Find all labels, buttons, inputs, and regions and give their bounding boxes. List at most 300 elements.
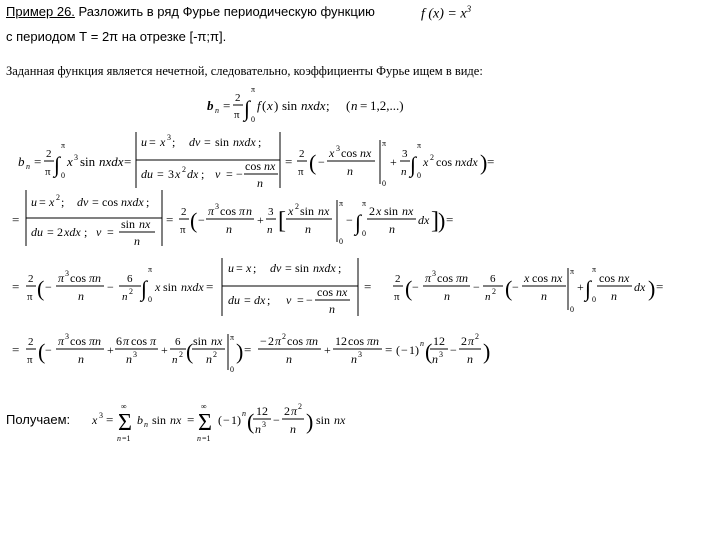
svg-text:3: 3 <box>358 350 362 359</box>
svg-text:cos: cos <box>245 159 261 173</box>
svg-text:12: 12 <box>335 334 347 348</box>
formula-line-4 <box>12 332 490 374</box>
svg-text:−: − <box>107 280 114 294</box>
svg-text:u: u <box>228 261 234 275</box>
svg-text:=: = <box>236 261 243 275</box>
svg-text:sin: sin <box>295 261 310 275</box>
svg-text:2: 2 <box>235 92 241 104</box>
svg-text:π: π <box>251 85 256 94</box>
svg-text:sin: sin <box>316 413 331 427</box>
svg-text:nxdx: nxdx <box>99 154 124 169</box>
svg-text:;: ; <box>84 225 88 239</box>
svg-text:2: 2 <box>492 287 496 296</box>
svg-text:−: − <box>306 293 313 307</box>
svg-text:+: + <box>577 280 584 294</box>
svg-text:n: n <box>329 302 335 316</box>
svg-text:2: 2 <box>57 225 63 239</box>
svg-text:∫: ∫ <box>410 152 417 177</box>
svg-text:π: π <box>468 334 475 348</box>
svg-text:n: n <box>126 352 132 366</box>
svg-text:=: = <box>226 167 233 181</box>
svg-text:n: n <box>122 291 128 303</box>
svg-text:2: 2 <box>56 193 60 202</box>
svg-text:12: 12 <box>256 404 268 418</box>
svg-text:): ) <box>274 98 279 113</box>
svg-text:sin: sin <box>215 135 230 149</box>
svg-text:f: f <box>257 98 261 113</box>
svg-text:=: = <box>106 412 114 427</box>
svg-text:2: 2 <box>28 273 34 285</box>
svg-text:0: 0 <box>251 115 255 124</box>
svg-text:n: n <box>351 352 357 366</box>
svg-text:Σ: Σ <box>198 410 212 436</box>
svg-text:(: ( <box>218 413 222 427</box>
svg-text:2: 2 <box>28 336 34 348</box>
svg-text:nxdx: nxdx <box>181 280 204 294</box>
svg-text:(: ( <box>505 276 513 301</box>
svg-text:dx: dx <box>634 280 646 294</box>
formula-final-series <box>91 402 346 443</box>
svg-text:v: v <box>96 225 102 239</box>
svg-text:b: b <box>18 154 25 169</box>
svg-text:u: u <box>141 135 147 149</box>
svg-text:n: n <box>78 352 84 366</box>
svg-text:π: π <box>425 271 432 285</box>
svg-text:∫: ∫ <box>585 276 592 301</box>
svg-text:=: = <box>12 212 20 227</box>
svg-text:du: du <box>31 225 43 239</box>
svg-text:π: π <box>275 334 282 348</box>
svg-text:∫: ∫ <box>244 96 251 121</box>
svg-text:cos: cos <box>341 146 357 160</box>
svg-text:+: + <box>390 155 397 169</box>
svg-text:0: 0 <box>570 305 574 314</box>
svg-text:=: = <box>92 195 99 209</box>
svg-text:cos: cos <box>220 204 236 218</box>
svg-text:=: = <box>656 279 664 294</box>
svg-text:3: 3 <box>432 269 436 278</box>
svg-text:0: 0 <box>362 229 366 238</box>
svg-text:nx: nx <box>336 285 348 299</box>
svg-text:=1: =1 <box>202 434 211 443</box>
svg-text:;: ; <box>146 195 150 209</box>
svg-text:2: 2 <box>129 287 133 296</box>
svg-text:0: 0 <box>592 295 596 304</box>
svg-text:(: ( <box>190 208 198 233</box>
svg-text:π: π <box>27 291 33 303</box>
svg-text:−: − <box>318 155 325 169</box>
svg-text:n: n <box>117 434 121 443</box>
svg-text:=: = <box>360 98 368 113</box>
svg-text:sin: sin <box>152 413 167 427</box>
svg-text:πn: πn <box>89 271 102 285</box>
svg-text:+: + <box>161 343 168 357</box>
svg-text:): ) <box>237 413 241 427</box>
svg-text:(: ( <box>38 339 46 364</box>
svg-text:12: 12 <box>433 334 445 348</box>
svg-text:π: π <box>208 204 215 218</box>
svg-text:cos: cos <box>436 155 452 169</box>
svg-text:u: u <box>31 195 37 209</box>
svg-text:n: n <box>432 352 438 366</box>
svg-text:): ) <box>306 409 314 434</box>
svg-text:nx: nx <box>264 159 276 173</box>
svg-text:sin: sin <box>384 204 399 218</box>
svg-text:πn: πn <box>89 334 102 348</box>
svg-text:n: n <box>267 224 273 236</box>
svg-text:=: = <box>364 279 372 294</box>
svg-text:6: 6 <box>490 273 496 285</box>
svg-text:1,2,...): 1,2,...) <box>370 98 404 113</box>
svg-text:+: + <box>107 343 114 357</box>
svg-text:3: 3 <box>168 167 174 181</box>
svg-text:−: − <box>473 280 480 294</box>
svg-text:n: n <box>401 166 407 178</box>
svg-text:π: π <box>148 265 153 274</box>
svg-text:n: n <box>215 106 219 115</box>
svg-text:∫: ∫ <box>54 152 61 177</box>
svg-text:=: = <box>187 412 195 427</box>
svg-text:): ) <box>648 276 656 301</box>
svg-text:(: ( <box>309 150 317 175</box>
svg-text:πn: πn <box>306 334 319 348</box>
svg-text:Σ: Σ <box>118 410 132 436</box>
formula-line-3 <box>12 258 663 316</box>
svg-text:nx: nx <box>551 271 563 285</box>
svg-text:dx: dx <box>187 167 199 181</box>
svg-text:=: = <box>34 154 42 169</box>
formula-line-1 <box>18 132 494 190</box>
svg-text:n: n <box>172 354 178 366</box>
svg-text:3: 3 <box>336 144 340 153</box>
svg-text:3: 3 <box>99 411 103 420</box>
svg-text:=: = <box>124 154 132 169</box>
svg-text:+: + <box>324 343 331 357</box>
svg-text:π: π <box>45 166 51 178</box>
svg-text:−: − <box>346 213 353 227</box>
svg-text:=1: =1 <box>122 434 131 443</box>
svg-text:2: 2 <box>46 148 52 160</box>
svg-text:6: 6 <box>127 273 133 285</box>
svg-text:π: π <box>27 354 33 366</box>
task-text: Разложить в ряд Фурье периодическую функцию <box>74 4 375 19</box>
svg-text:=: = <box>244 342 252 357</box>
svg-text:(: ( <box>186 339 194 364</box>
svg-text:=: = <box>12 342 20 357</box>
svg-text:nx: nx <box>334 413 346 427</box>
svg-text:−: − <box>412 280 419 294</box>
svg-text:(: ( <box>405 276 413 301</box>
svg-text:2: 2 <box>179 350 183 359</box>
example-label: Пример 26. <box>6 4 75 19</box>
svg-text:1: 1 <box>231 413 237 427</box>
svg-text:−: − <box>45 343 52 357</box>
svg-text:2: 2 <box>430 153 434 162</box>
svg-text:π: π <box>239 204 246 218</box>
svg-text:): ) <box>415 343 419 357</box>
svg-text:x: x <box>267 98 273 113</box>
svg-text:n: n <box>467 352 473 366</box>
svg-text:3: 3 <box>65 332 69 341</box>
svg-text:0: 0 <box>230 365 234 374</box>
svg-text:x: x <box>288 204 294 218</box>
svg-text:=: = <box>157 167 164 181</box>
svg-text:π: π <box>291 404 298 418</box>
svg-text:;: ; <box>258 135 262 149</box>
svg-text:cos: cos <box>287 334 303 348</box>
svg-text:2: 2 <box>369 204 375 218</box>
svg-text:−: − <box>45 280 52 294</box>
conclusion-label: Получаем: <box>6 412 71 427</box>
svg-text:n: n <box>351 98 358 113</box>
svg-text:[: [ <box>278 208 286 234</box>
svg-text:xdx: xdx <box>64 225 81 239</box>
svg-text:n: n <box>290 422 296 436</box>
svg-text:2: 2 <box>295 202 299 211</box>
svg-text:−: − <box>198 213 205 227</box>
svg-text:n: n <box>26 162 30 171</box>
svg-text:π: π <box>230 333 235 342</box>
svg-text:=: = <box>297 293 304 307</box>
function-text: f (x) = x <box>421 6 467 22</box>
svg-text:x: x <box>376 204 382 218</box>
svg-text:−: − <box>236 167 243 181</box>
svg-text:dv: dv <box>270 261 282 275</box>
svg-text:∫: ∫ <box>141 276 148 301</box>
svg-text:;: ; <box>172 135 176 149</box>
svg-text:3: 3 <box>402 148 408 160</box>
svg-text:0: 0 <box>61 171 65 180</box>
svg-text:π: π <box>570 267 575 276</box>
svg-text:=: = <box>166 212 174 227</box>
svg-text:n: n <box>347 164 353 178</box>
svg-text:cos: cos <box>317 285 333 299</box>
svg-text:πn: πn <box>456 271 469 285</box>
svg-text:2: 2 <box>395 273 401 285</box>
svg-text:=: = <box>487 154 495 169</box>
statement-text: Заданная функция является нечетной, следовательно, коэффициенты Фурье ищем в виде: <box>6 64 483 78</box>
svg-text:n: n <box>226 222 232 236</box>
svg-text:=: = <box>206 279 214 294</box>
svg-text:−: − <box>512 280 519 294</box>
svg-text:=: = <box>12 279 20 294</box>
svg-text:nx: nx <box>618 271 630 285</box>
svg-text:n: n <box>246 204 252 218</box>
svg-text:nx: nx <box>211 334 223 348</box>
formula-bn-definition <box>207 85 404 124</box>
svg-text:−: − <box>273 413 280 427</box>
svg-text:nx: nx <box>139 217 151 231</box>
svg-text:(: ( <box>346 98 351 113</box>
svg-text:π: π <box>61 141 66 150</box>
svg-text:πn: πn <box>367 334 380 348</box>
svg-text:b: b <box>137 413 143 427</box>
svg-text:2: 2 <box>182 165 186 174</box>
svg-text:n: n <box>78 289 84 303</box>
svg-text:3: 3 <box>65 269 69 278</box>
svg-text:nx: nx <box>318 204 330 218</box>
svg-text:n: n <box>197 434 201 443</box>
svg-text:π: π <box>58 334 65 348</box>
svg-text:sin: sin <box>282 98 298 113</box>
svg-text:6: 6 <box>175 336 181 348</box>
svg-text:3: 3 <box>439 350 443 359</box>
svg-text:π: π <box>180 224 186 236</box>
svg-text:n: n <box>144 420 148 429</box>
svg-text:0: 0 <box>148 295 152 304</box>
svg-text:cos: cos <box>348 334 364 348</box>
svg-text:x: x <box>160 135 166 149</box>
svg-text:dv: dv <box>77 195 89 209</box>
svg-text:0: 0 <box>339 237 343 246</box>
svg-text:nx: nx <box>360 146 372 160</box>
svg-text:∞: ∞ <box>201 402 207 411</box>
svg-text:nxdx: nxdx <box>313 261 336 275</box>
svg-text:π: π <box>362 199 367 208</box>
svg-text:π: π <box>592 265 597 274</box>
svg-text:∫: ∫ <box>355 210 362 235</box>
svg-text:): ) <box>438 208 446 233</box>
svg-text:(: ( <box>37 276 45 301</box>
svg-text:x: x <box>49 195 55 209</box>
svg-text:sin: sin <box>80 154 96 169</box>
svg-text:+: + <box>257 213 264 227</box>
svg-text:(: ( <box>425 339 433 364</box>
svg-text:=: = <box>285 154 293 169</box>
svg-text:n: n <box>485 291 491 303</box>
svg-text:x: x <box>246 261 252 275</box>
svg-text:nxdx: nxdx <box>121 195 144 209</box>
svg-text:cos: cos <box>102 195 118 209</box>
svg-text:2: 2 <box>181 206 187 218</box>
svg-text:du: du <box>228 293 240 307</box>
svg-text:b: b <box>207 98 214 113</box>
svg-text:dx: dx <box>418 213 430 227</box>
svg-text:cos: cos <box>131 334 147 348</box>
svg-text:dv: dv <box>189 135 201 149</box>
svg-text:π: π <box>417 141 422 150</box>
svg-text:=: = <box>39 195 46 209</box>
svg-text:2: 2 <box>268 334 274 348</box>
formula-line-2 <box>12 190 453 248</box>
svg-text:n: n <box>389 222 395 236</box>
svg-text:=: = <box>47 225 54 239</box>
svg-text:;: ; <box>201 167 205 181</box>
svg-text:x: x <box>92 413 98 427</box>
svg-text:n: n <box>305 222 311 236</box>
svg-text:6: 6 <box>116 334 122 348</box>
svg-text:x: x <box>423 155 429 169</box>
svg-text:=: = <box>107 225 114 239</box>
svg-text:−: − <box>401 343 408 357</box>
svg-text:sin: sin <box>121 217 136 231</box>
svg-text:π: π <box>234 109 240 121</box>
svg-text:=: = <box>285 261 292 275</box>
svg-text:;: ; <box>338 261 342 275</box>
svg-text:3: 3 <box>74 153 78 162</box>
svg-text:): ) <box>483 339 491 364</box>
svg-text:sin: sin <box>163 280 178 294</box>
svg-text:cos: cos <box>532 271 548 285</box>
svg-text:nxdx: nxdx <box>233 135 256 149</box>
svg-text:2: 2 <box>298 402 302 411</box>
svg-text:π: π <box>150 334 157 348</box>
svg-text:x: x <box>155 280 161 294</box>
svg-text:x: x <box>67 154 73 169</box>
function-exponent: 3 <box>466 4 472 14</box>
svg-text:π: π <box>298 166 304 178</box>
svg-text:n: n <box>134 234 140 248</box>
svg-text:n: n <box>206 352 212 366</box>
svg-text:n: n <box>444 289 450 303</box>
svg-text:n: n <box>611 289 617 303</box>
svg-text:−: − <box>450 343 457 357</box>
svg-text:3: 3 <box>262 420 266 429</box>
svg-text:v: v <box>286 293 292 307</box>
svg-text:n: n <box>255 422 261 436</box>
svg-text:n: n <box>286 352 292 366</box>
svg-text:=: = <box>244 293 251 307</box>
svg-text:∞: ∞ <box>121 402 127 411</box>
svg-text:x: x <box>329 146 335 160</box>
svg-text:cos: cos <box>437 271 453 285</box>
svg-text:cos: cos <box>599 271 615 285</box>
svg-text:x: x <box>175 167 181 181</box>
svg-text:du: du <box>141 167 153 181</box>
svg-text:n: n <box>242 409 246 418</box>
svg-text:sin: sin <box>193 334 208 348</box>
svg-text:nx: nx <box>402 204 414 218</box>
svg-text:π: π <box>58 271 65 285</box>
svg-text:n: n <box>257 176 263 190</box>
svg-text:π: π <box>382 139 387 148</box>
svg-text:3: 3 <box>215 202 219 211</box>
svg-text:;: ; <box>253 261 257 275</box>
svg-text:nxdx: nxdx <box>301 98 326 113</box>
svg-text:=: = <box>149 135 156 149</box>
svg-text:−: − <box>260 334 267 348</box>
svg-text:2: 2 <box>284 404 290 418</box>
svg-text:0: 0 <box>417 171 421 180</box>
svg-text:;: ; <box>61 195 65 209</box>
svg-text:=: = <box>446 212 454 227</box>
svg-text:2: 2 <box>475 332 479 341</box>
svg-text:cos: cos <box>70 334 86 348</box>
svg-text:(: ( <box>247 409 255 434</box>
svg-text:=: = <box>385 342 393 357</box>
svg-text:0: 0 <box>382 179 386 188</box>
svg-text:−: − <box>223 413 230 427</box>
svg-text:(: ( <box>262 98 267 113</box>
svg-text:): ) <box>480 150 488 175</box>
svg-text:nx: nx <box>170 413 182 427</box>
svg-text:x: x <box>524 271 530 285</box>
svg-text:2: 2 <box>213 350 217 359</box>
svg-text:cos: cos <box>70 271 86 285</box>
svg-text:;: ; <box>326 98 330 113</box>
svg-text:sin: sin <box>300 204 315 218</box>
svg-text:v: v <box>215 167 221 181</box>
svg-text:n: n <box>541 289 547 303</box>
svg-text:π: π <box>339 199 344 208</box>
period-line: с периодом Т = 2π на отрезке [-π;π]. <box>6 29 227 44</box>
svg-text:π: π <box>123 334 130 348</box>
svg-text:dx: dx <box>254 293 266 307</box>
svg-text:2: 2 <box>299 148 305 160</box>
svg-text:(: ( <box>396 343 400 357</box>
svg-text:n: n <box>420 339 424 348</box>
svg-text:;: ; <box>267 293 271 307</box>
